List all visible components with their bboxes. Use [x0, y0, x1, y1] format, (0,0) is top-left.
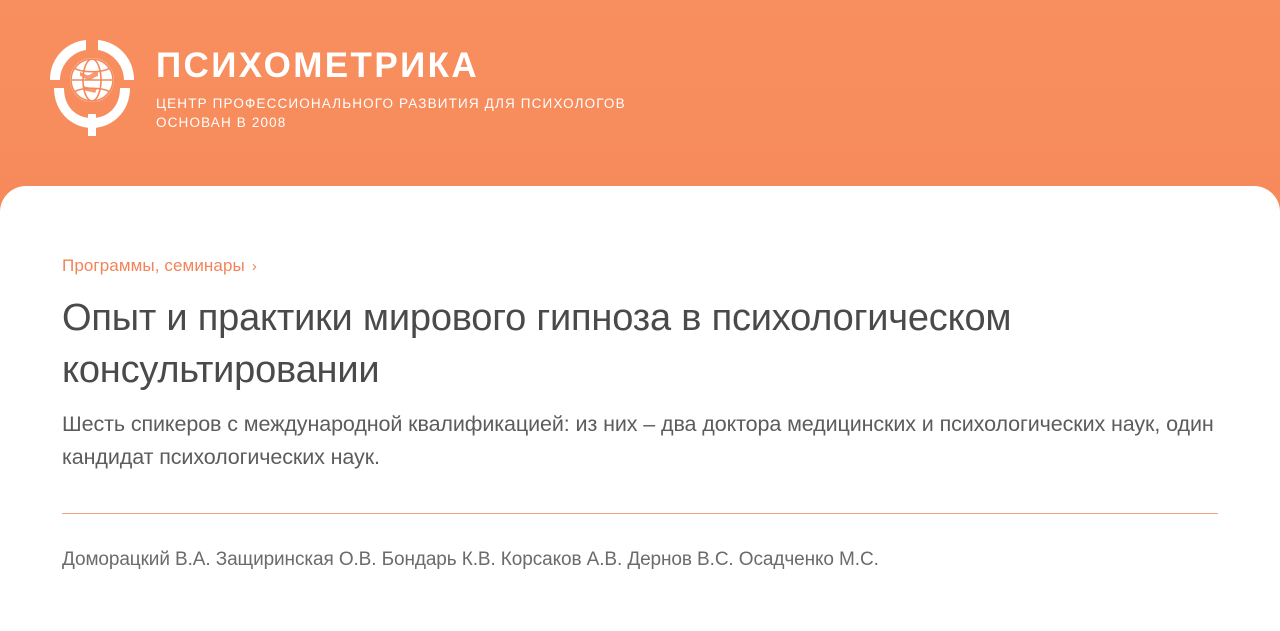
brand-founded: ОСНОВАН В 2008	[156, 115, 287, 131]
page-title: Опыт и практики мирового гипноза в психологическом консультировании	[62, 297, 1012, 391]
authors-list: Доморацкий В.А. Защиринская О.В. Бондарь К.В. Корсаков А.В. Дернов В.С. Осадченко М.С.	[62, 548, 879, 570]
brand-tagline: ЦЕНТР ПРОФЕССИОНАЛЬНОГО РАЗВИТИЯ ДЛЯ ПСИХОЛОГОВ	[156, 95, 626, 111]
brand-name: ПСИХОМЕТРИКА	[156, 46, 480, 85]
brand-block	[156, 34, 626, 133]
page-subtitle: Шесть спикеров с международной квалификацией: из них – два доктора медицинских и психологических наук, один кандидат психологических наук.	[62, 412, 1214, 469]
breadcrumb[interactable]	[62, 186, 257, 276]
divider	[62, 513, 1218, 514]
content-card	[0, 186, 1280, 631]
breadcrumb-link-programs[interactable]: Программы, семинары	[62, 256, 245, 275]
site-header	[0, 0, 1280, 186]
chevron-right-icon: ›	[251, 257, 257, 275]
globe-in-hands-logo-icon[interactable]	[40, 36, 144, 140]
